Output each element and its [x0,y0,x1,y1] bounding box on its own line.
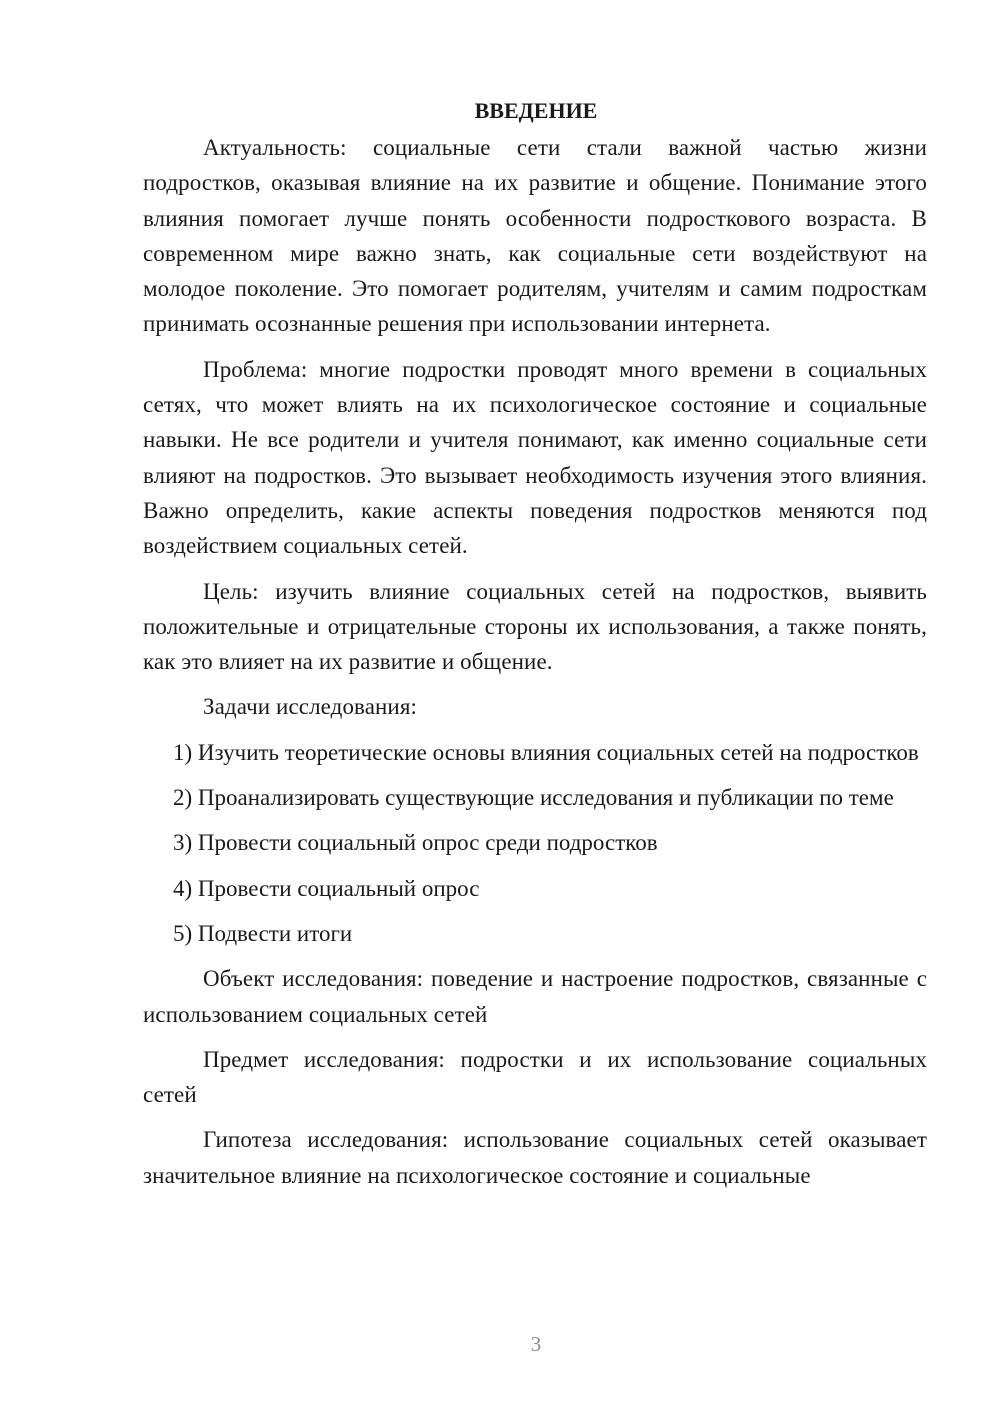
paragraph-subject: Предмет исследования: подростки и их использование социальных сетей [143,1046,927,1108]
task-item-4: 4) Провести социальный опрос [173,875,480,901]
paragraph-object: Объект исследования: поведение и настроение подростков, связанные с использованием социальных сетей [143,966,927,1027]
page-number: 3 [530,1332,542,1356]
task-item-1: 1) Изучить теоретические основы влияния социальных сетей на подростков [173,739,919,765]
task-item-2: 2) Проанализировать существующие исследования и публикации по теме [173,785,894,811]
paragraph-problem: Проблема: многие подростки проводят много времени в социальных сетях, что может влиять на их психологическое состояние и социальные навыки. Не все родители и учителя понимают, как именно социальные сети влияют на подростков. Это вызывает необходимость изучения этого влияния. Важно определить, какие аспекты поведения подростков меняются под воздействием социальных сетей. [143,356,927,559]
document-page [143,96,927,1203]
task-item-3: 3) Провести социальный опрос среди подростков [173,830,658,856]
paragraph-hypothesis: Гипотеза исследования: использование социальных сетей оказывает значительное влияние на психологическое состояние и социальные [143,1127,927,1188]
task-item-5: 5) Подвести итоги [173,920,353,946]
paragraph-relevance: Актуальность: социальные сети стали важной частью жизни подростков, оказывая влияние на их развитие и общение. Понимание этого влияния помогает лучше понять особенности подросткового возраста. В современном мире важно знать, как социальные сети воздействуют на молодое поколение. Это помогает родителям, учителям и самим подросткам принимать осознанные решения при использовании интернета. [143,135,927,337]
paragraph-goal: Цель: изучить влияние социальных сетей на подростков, выявить положительные и отрицательные стороны их использования, а также понять, как это влияет на их развитие и общение. [143,578,927,675]
tasks-heading: Задачи исследования: [203,694,418,720]
section-title: ВВЕДЕНИЕ [474,98,598,123]
